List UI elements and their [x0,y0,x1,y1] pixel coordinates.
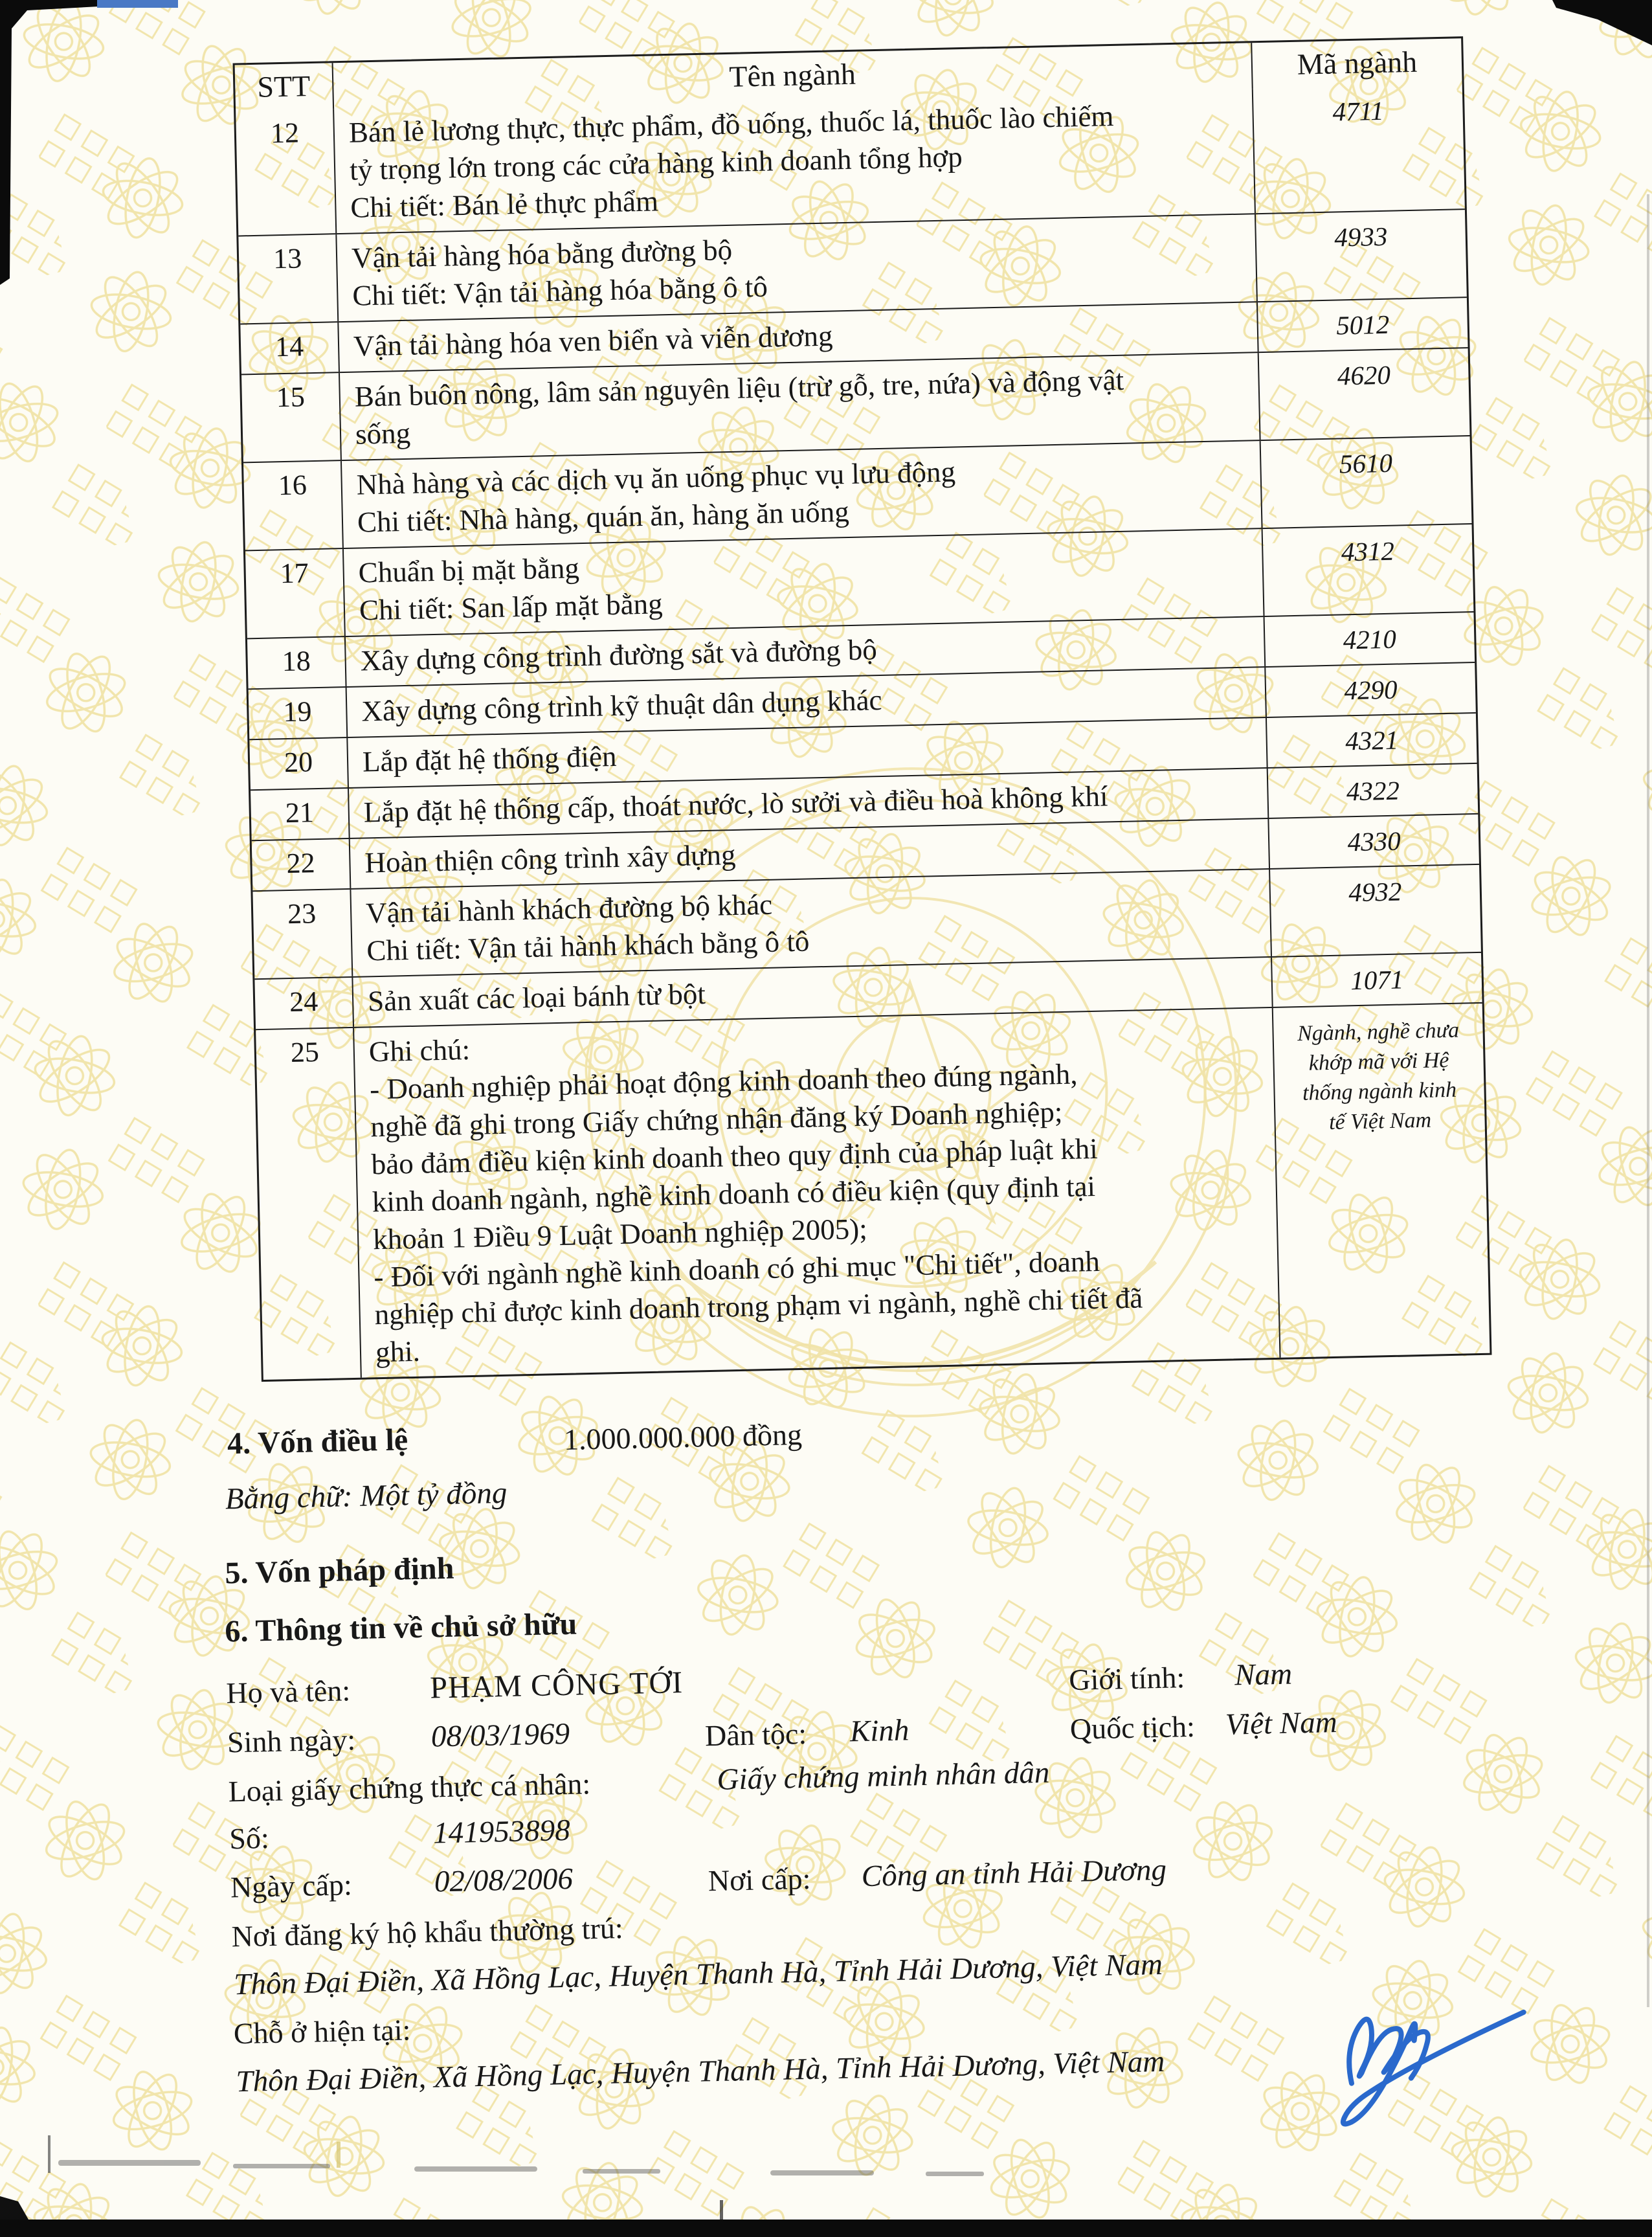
full-name-value: PHẠM CÔNG TỚI [429,1665,684,1705]
industry-line: nghiệp chỉ được kinh doanh trong phạm vi ngành, nghề chi tiết đã [374,1281,1143,1331]
industry-name-cell [333,89,1255,233]
full-name-label: Họ và tên: [225,1674,351,1710]
row-number-cell [252,839,350,890]
row-number: 12 [270,117,300,150]
industry-line: Lắp đặt hệ thống cấp, thoát nước, lò sưởi và điều hoà không khí [363,780,1108,829]
row-number: 18 [282,645,311,678]
id-type-value: Giấy chứng minh nhân dân [716,1755,1050,1797]
industry-line: Chi tiết: Vận tải hành khách bằng ô tô [366,925,810,967]
industry-line: Vận tải hàng hóa ven biển và viễn dương [353,319,833,363]
residence-value: Thôn Đại Điền, Xã Hồng Lạc, Huyện Thanh Hà, Tỉnh Hải Dương, Việt Nam [233,1947,1163,2002]
dob-label: Sinh ngày: [227,1723,356,1759]
row-number-cell [243,461,342,550]
industry-line: tỷ trọng lớn trong các cửa hàng kinh doanh tổng hợp [349,141,963,186]
row-number-cell [245,549,344,638]
row-number-cell [256,1028,361,1380]
industry-code: 4330 [1347,826,1401,857]
code-note-line: tế Việt Nam [1328,1108,1432,1135]
row-number: 20 [284,746,313,779]
row-number: 22 [285,847,316,880]
industry-line: Sản xuất các loại bánh từ bột [367,978,706,1018]
industry-line: Chi tiết: Nhà hàng, quán ăn, hàng ăn uống [357,495,850,539]
industry-line: sống [355,416,411,451]
industry-table [233,36,1492,1382]
row-number-cell [252,890,352,978]
row-number-cell [247,637,346,688]
row-number: 15 [276,381,306,414]
capital-label: 4. Vốn điều lệ [227,1422,408,1461]
industry-line: Nhà hàng và các dịch vụ ăn uống phục vụ lưu động [356,455,956,501]
industry-line: Vận tải hàng hóa bằng đường bộ [351,233,733,275]
row-number-cell [249,688,347,739]
legal-capital-label: 5. Vốn pháp định [224,1551,454,1591]
issue-date-label: Ngày cấp: [230,1868,353,1904]
row-number: 24 [289,985,318,1018]
row-number-cell [254,978,353,1029]
row-number: 17 [280,557,309,590]
gender-value: Nam [1234,1657,1293,1692]
industry-code-cell [1264,663,1476,717]
industry-code-cell [1267,764,1479,818]
industry-line: Chuẩn bị mặt bằng [358,552,580,589]
industry-line: - Doanh nghiệp phải hoạt động kinh doanh theo đúng ngành, [369,1057,1078,1106]
id-number-value: 141953898 [432,1813,571,1850]
industry-code: 5012 [1335,309,1390,341]
industry-code: 4322 [1346,775,1400,807]
row-number: 23 [287,897,317,930]
capital-in-words: Bằng chữ: Một tỷ đồng [225,1476,508,1516]
capital-value: 1.000.000.000 đồng [563,1417,803,1456]
industry-line: Chi tiết: San lấp mặt bằng [359,587,664,627]
industry-code: 4290 [1344,674,1398,706]
industry-line: Vận tải hành khách đường bộ khác [365,888,773,930]
current-address-label: Chỗ ở hiện tại: [233,2013,411,2051]
code-note-line: khớp mã với Hệ [1308,1048,1449,1075]
ethnicity-label: Dân tộc: [704,1716,807,1753]
nationality-label: Quốc tịch: [1069,1709,1196,1746]
header-industry-name: Tên ngành [332,43,1252,109]
industry-line: Bán buôn nông, lâm sản nguyên liệu (trừ gỗ, tre, nứa) và động vật [354,363,1124,413]
industry-code-cell [1269,865,1481,956]
industry-code-cell [1258,348,1470,440]
industry-line: Chi tiết: Bán lẻ thực phẩm [350,185,659,224]
residence-label: Nơi đăng ký hộ khẩu thường trú: [231,1911,624,1953]
row-number: 13 [273,242,302,275]
industry-line: - Đối với ngành nghề kinh doanh có ghi mục "Chi tiết", doanh [373,1244,1100,1294]
industry-code: 4932 [1348,876,1402,908]
issue-place-label: Nơi cấp: [708,1861,811,1898]
ethnicity-value: Kinh [849,1713,910,1749]
owner-section-label: 6. Thông tin về chủ sở hữu [224,1606,577,1649]
industry-code-cell [1271,953,1482,1007]
industry-code-cell [1256,298,1468,352]
row-number-cell [241,373,340,462]
industry-line: khoản 1 Điều 9 Luật Doanh nghiệp 2005); [372,1212,868,1256]
current-address-value: Thôn Đại Điền, Xã Hồng Lạc, Huyện Thanh Hà, Tỉnh Hải Dương, Việt Nam [235,2044,1165,2099]
industry-code: 4620 [1337,359,1391,391]
id-type-label: Loại giấy chứng thực cá nhân: [228,1767,591,1808]
row-number-cell [236,109,335,235]
industry-name-cell [353,1008,1279,1378]
industry-code-cell [1266,714,1477,767]
industry-code-cell [1262,524,1474,616]
industry-line: bảo đảm điều kiện kinh doanh theo quy định của pháp luật khi [371,1132,1099,1181]
industry-line: ghi. [375,1334,421,1369]
id-number-label: Số: [229,1821,270,1856]
industry-code: 4321 [1345,725,1399,756]
dob-value: 08/03/1969 [430,1716,570,1754]
row-number: 25 [290,1036,320,1069]
industry-code-cell [1252,84,1465,213]
nationality-value: Việt Nam [1225,1705,1338,1742]
industry-line: Chi tiết: Vận tải hàng hóa bằng ô tô [352,270,768,312]
industry-line: Xây dựng công trình đường sắt và đường bộ [360,633,878,677]
industry-code: 4210 [1343,624,1397,655]
industry-line: Ghi chú: [368,1033,471,1068]
code-note-line: thống ngành kinh [1302,1077,1457,1105]
industry-line: Lắp đặt hệ thống điện [362,739,617,778]
header-stt: STT [256,69,311,104]
signature-handwriting [1304,1975,1567,2130]
row-number: 19 [282,695,312,728]
issue-date-value: 02/08/2006 [434,1861,574,1899]
industry-code: 4312 [1341,535,1395,567]
industry-line: nghề đã ghi trong Giấy chứng nhận đăng ký Doanh nghiệp; [370,1096,1063,1143]
industry-code-cell [1267,815,1479,868]
issue-place-value: Công an tỉnh Hải Dương [861,1852,1167,1894]
industry-line: Xây dựng công trình kỹ thuật dân dụng khác [361,683,882,728]
row-number-cell [249,738,348,789]
industry-code: 4711 [1332,95,1385,127]
industry-code: 4933 [1334,221,1388,253]
code-note-line: Ngành, nghề chưa [1297,1018,1460,1046]
gender-label: Giới tính: [1068,1661,1185,1697]
header-industry-code: Mã ngành [1251,38,1462,89]
table-body [236,84,1490,1380]
table-row [256,1002,1490,1380]
industry-code-cell [1272,1004,1490,1358]
industry-code: 1071 [1350,964,1404,996]
industry-line: kinh doanh ngành, nghề kinh doanh có điều kiện (quy định tại [372,1169,1096,1219]
row-number-cell [251,789,349,840]
industry-line: Bán lẻ lương thực, thực phẩm, đồ uống, thuốc lá, thuốc lào chiếm [348,99,1114,149]
industry-code-cell [1260,436,1472,528]
row-number-cell [238,234,337,323]
industry-code-cell [1264,613,1475,666]
industry-code-cell [1255,210,1467,301]
row-number: 21 [285,796,315,829]
row-number: 14 [274,330,304,363]
row-number: 16 [278,469,307,502]
industry-code: 5610 [1339,447,1393,479]
industry-line: Hoàn thiện công trình xây dựng [364,838,736,879]
row-number-cell [240,322,339,374]
